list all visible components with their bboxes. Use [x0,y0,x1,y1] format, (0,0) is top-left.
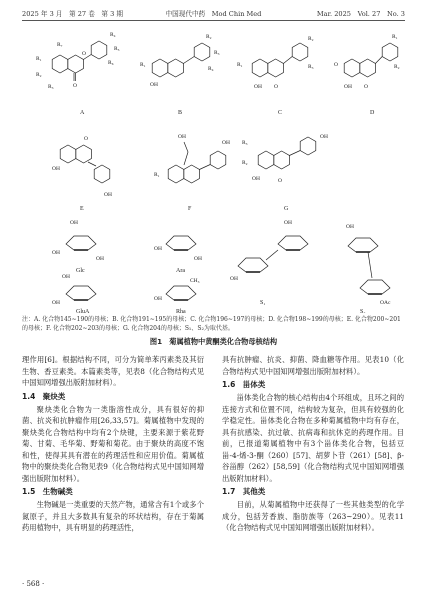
label-r3: R₃ [214,50,220,56]
header-issue: 2025 年 3 月 第 27 卷 第 3 期 [22,10,123,18]
label-r4: R₄ [110,32,116,38]
label-r2: R₂ [36,72,42,78]
label-oh: OH [52,250,60,256]
label-r1: R₁ [140,62,146,68]
label-glc: Glc [76,268,85,274]
label-b: B [178,110,183,116]
skeleton-b [140,34,220,116]
paragraph: 聚炔类化合物为一类脂溶性成分，具有很好的抑菌、抗炎和抗肿瘤作用[26,33,57]。菊属植物中发现的聚炔类化合物结构中均有2个炔键，主要来源于紫花野菊、甘菊、毛华菊、野菊和菊花。由于聚炔的高度不饱和性，使得其具有潜在的药理活性和应用价值。菊属植物中的聚炔类化合物见表9（化合物结构式见中国知网增强出版附加材料）。 [22,404,204,483]
paragraph: 具有抗肿瘤、抗炎、抑菌、降血糖等作用。见表10（化合物结构式见中国知网增强出版附加材料）。 [222,355,404,376]
paragraph: 甾体类化合物的核心结构由4个环组成，且环之间的连接方式和位置不同，结构较为复杂，但具有较强的化学稳定性。甾体类化合物在多种菊属植物中均有存在，具有抗感染、抗过敏、抗病毒和抗休克的药理作用。目前，已报道菊属植物中有3个甾体类化合物，包括豆甾-4-烯-3-酮（260）[57]、胡萝卜苷（261）[58]、β-谷甾醇（262）[58,59]（化合物结构式见中国知网增强出版附加材料）。 [222,393,404,483]
label-o: O [334,62,338,68]
label-oh: OH [284,220,292,226]
label-r3: R₃ [48,84,54,90]
label-r: R₁ [154,172,160,178]
label-s1: S₁ [260,300,266,306]
flavonoid-structure-figure [22,24,405,313]
sugar-ara [154,236,202,274]
label-rha: Rha [176,309,186,313]
label-r1: R₁ [237,62,243,68]
label-oh: OH [194,256,202,262]
section-heading: 1.4 聚炔类 [22,391,66,401]
label-r1: R₁ [392,34,398,40]
label-e: E [80,206,84,212]
label-o: O [278,178,282,184]
skeleton-c [237,36,314,116]
section-heading: 1.6 甾体类 [222,380,266,389]
label-r6: R₆ [108,60,114,66]
label-r2: R₂ [206,34,212,40]
label-oh: OH [154,246,162,252]
sugar-glc [52,220,104,274]
label-oh: OH [52,300,60,306]
section-heading: 1.7 其他类 [222,487,266,496]
label-oh: OH [252,176,260,182]
label-oh: OH [62,274,70,280]
label-oac: OAc [380,300,391,306]
paragraph: 目前，从菊属植物中还获得了一些其他类型的化学成分，包括芳香族、脂肪族等（263~290）。见表11（化合物结构式见中国知网增强出版附加材料）。 [222,500,404,532]
label-oh: OH [96,256,104,262]
label-o: O [274,84,278,90]
label-o: O [82,51,86,57]
label-o: O [84,136,88,142]
label-r5: R₅ [114,46,120,52]
label-r7: R₇ [57,42,63,48]
paragraph: 生物碱是一类重要的天然产物，通常含有1个或多个氮原子，并且大多数具有复杂的环状结构，存在于菊属药用植物中，具有明显的药理活性， [22,500,204,532]
sugar-glua [52,274,96,313]
label-ara: Ara [176,268,185,274]
label-s2: S₂ [360,309,366,313]
substituent-s2 [346,224,391,313]
substituent-s1 [230,220,308,306]
label-oh: OH [344,84,352,90]
label-r4: R₄ [208,66,214,72]
label-oh: OH [222,140,230,146]
page-number: · 568 · [22,580,45,588]
label-r2: R₂ [394,64,400,70]
label-r2: R₂ [308,36,314,42]
label-f: F [188,206,192,212]
label-oh: OH [254,84,262,90]
label-glua: GluA [76,309,90,313]
label-oh: OH [178,134,186,140]
right-column [222,354,404,534]
skeleton-e [52,136,112,212]
label-d: D [370,110,375,116]
label-oh: OH [154,296,162,302]
sugar-rha [154,278,200,313]
label-oh: OH [230,276,238,282]
label-r1: R₁ [36,56,42,62]
label-r2: R₂ [242,160,248,166]
label-ch3: CH₃ [190,278,200,284]
skeleton-f [154,134,230,212]
skeleton-d [334,34,400,116]
running-header [22,8,405,21]
figure-note: 注：A. 化合物145~190的母核；B. 化合物191~195的母核；C. 化合物196~197的母核；D. 化合物198~199的母核；E. 化合物200~201的母核；F. 化合物202~203的母核；G. 化合物204的母核；S₁、S₂为取代基。 [22,316,401,332]
label-c: C [278,110,283,116]
label-oh: OH [346,224,354,230]
header-journal: 中国现代中药 Mod Chin Med [165,10,262,18]
left-column [22,354,204,534]
label-a: A [80,110,85,116]
skeleton-g [242,134,328,212]
label-oh: OH [52,166,60,172]
label-r3: R₃ [242,140,248,146]
skeleton-a [36,32,120,116]
label-oh: OH [70,220,78,226]
label-oh: OH [150,82,158,88]
figure-caption: 图1 菊属植物中黄酮类化合物母核结构 [149,337,278,346]
header-issue-en: Mar. 2025 Vol. 27 No. 3 [316,10,405,18]
label-o: O [364,84,368,90]
label-o: O [73,83,77,89]
label-g: G [284,206,289,212]
section-heading: 1.5 生物碱类 [22,487,73,496]
label-oh: OH [320,134,328,140]
label-oh: OH [104,192,112,198]
paragraph: 理作用[6]。根据结构不同，可分为简单苯丙素类及其衍生物、香豆素类。本篇素类等，见表8（化合物结构式见中国知网增强出版附加材料）。 [22,355,204,387]
label-r3: R₃ [308,64,314,70]
